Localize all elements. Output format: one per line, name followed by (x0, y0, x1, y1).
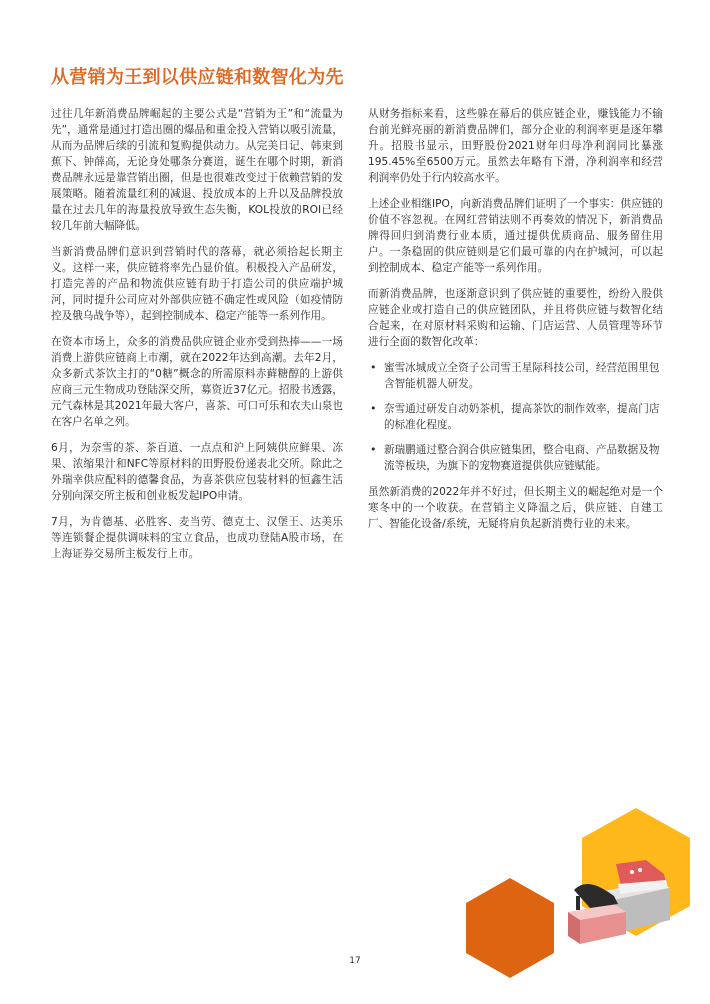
paragraph: 上述企业相继IPO，向新消费品牌们证明了一个事实：供应链的价值不容忽视。在网红营销法则不再奏效的情况下，新消费品牌得回归到消费行业本质，通过提供优质商品、服务留住用户。一条稳固的供应链则是它们最可靠的内在护城河，可以起到控制成本、稳定产能等一系列作用。 (368, 198, 663, 274)
paragraph: 在资本市场上，众多的消费品供应链企业亦受到热捧——一场消费上游供应链商上市潮，就在2022年达到高潮。去年2月，众多新式茶饮主打的“0糖”概念的所需原料赤藓糖醇的上游供应商三元生物成功登陆深交所，募资近37亿元。招股书透露，元气森林是其2021年最大客户，喜茶、可口可乐和农夫山泉也在客户名单之列。 (51, 336, 343, 428)
paragraph: 从财务指标来看，这些躲在幕后的供应链企业，赚钱能力不输台前光鲜亮丽的新消费品牌们，部分企业的利润率更是逐年攀升。招股书显示，田野股份2021财年归母净利润同比暴涨195.45%至6500万元。虽然去年略有下滑，净利润率和经营利润率仍处于行内较高水平。 (368, 108, 663, 184)
paragraph: 当新消费品牌们意识到营销时代的落幕，就必须拾起长期主义。这样一来，供应链将率先凸显价值。积极投入产品研发，打造完善的产品和物流供应链有助于打造公司的供应端护城河，同时提升公司应对外部供应链不确定性或风险（如疫情防控及俄乌战争等），起到控制成本、稳定产能等一系列作用。 (51, 246, 343, 322)
decorative-hexagon-illustration (450, 800, 690, 1000)
bullet-list (368, 360, 663, 474)
page-number: 17 (349, 956, 361, 966)
paragraph: 6月，为奈雪的茶、茶百道、一点点和沪上阿姨供应鲜果、冻果、浓缩果汁和NFC等原材料的田野股份递表北交所。除此之外瑞幸供应配料的德馨食品，为喜茶供应包装材料的恒鑫生活分别向深交所主板和创业板发起IPO申请。 (51, 442, 343, 502)
left-column (51, 106, 343, 572)
list-item (368, 442, 663, 474)
right-column (368, 106, 663, 542)
paragraph: 虽然新消费的2022年并不好过，但长期主义的崛起绝对是一个寒冬中的一个收获。在营销主义降温之后，供应链、自建工厂、智能化设备/系统，无疑将肩负起新消费行业的未来。 (368, 486, 663, 530)
list-item-text: 新瑞鹏通过整合润合供应链集团，整合电商、产品数据及物流等板块，为旗下的宠物赛道提供供应链赋能。 (384, 444, 660, 472)
list-item (368, 360, 663, 392)
list-item (368, 401, 663, 433)
bullet-icon: • (370, 361, 377, 374)
paragraph: 而新消费品牌，也逐渐意识到了供应链的重要性，纷纷入股供应链企业或打造自己的供应链团队，并且将供应链与数智化结合起来，在对原材料采购和运输、门店运营、人员管理等环节进行全面的数智化改革： (368, 288, 663, 348)
bullet-icon: • (370, 402, 377, 415)
page-title: 从营销为王到以供应链和数智化为先 (51, 67, 344, 88)
paragraph: 过往几年新消费品牌崛起的主要公式是“营销为王”和“流量为先”，通常是通过打造出圈的爆品和重金投入营销以吸引流量，从而为品牌后续的引流和复购提供动力。从完美日记、韩束到蕉下、钟薛高，无论身处哪条分赛道，诞生在哪个时期，新消费品牌永远是靠营销出圈，但是也很难改变过于依赖营销的发展策略。随着流量红利的减退、投放成本的上升以及品牌投放量在过去几年的海量投放导致生态失衡，KOL投放的ROI已经较几年前大幅降低。 (51, 108, 343, 232)
list-item-text: 奈雪通过研发自动奶茶机，提高茶饮的制作效率，提高门店的标准化程度。 (384, 403, 660, 431)
paragraph: 7月，为肯德基、必胜客、麦当劳、德克士、汉堡王、达美乐等连锁餐企提供调味料的宝立食品，也成功登陆A股市场，在上海证券交易所主板发行上市。 (51, 516, 343, 560)
list-item-text: 蜜雪冰城成立全资子公司雪王星际科技公司，经营范围里包含智能机器人研发。 (384, 362, 660, 390)
bullet-icon: • (370, 443, 377, 456)
